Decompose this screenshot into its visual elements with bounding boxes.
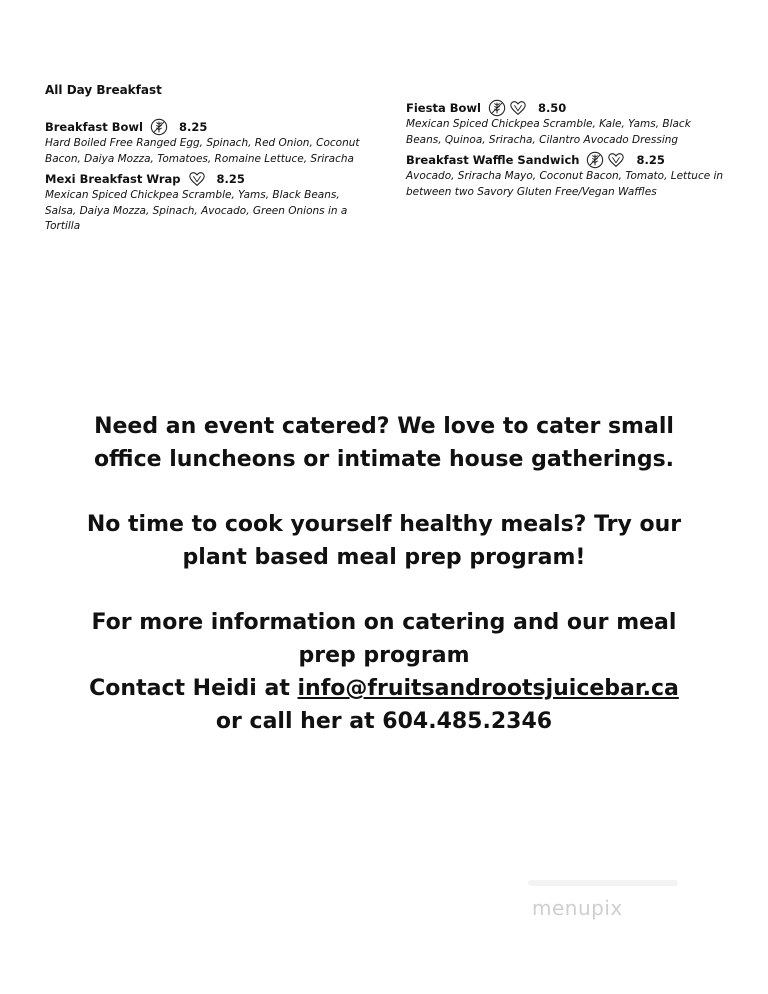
- item-name: Fiesta Bowl: [406, 100, 481, 115]
- menu-right-column: [406, 99, 726, 203]
- menupix-watermark: menupix: [532, 896, 623, 920]
- watermark-blur: [528, 880, 678, 886]
- info-line-1: For more information on catering and our meal: [91, 610, 677, 635]
- gluten-free-icon: [150, 118, 168, 136]
- item-description: Avocado, Sriracha Mayo, Coconut Bacon, Tomato, Lettuce in between two Savory Gluten Free/Vegan Waffles: [406, 170, 724, 198]
- call-line: or call her at 604.485.2346: [215, 709, 553, 734]
- menu-item-mexi-breakfast-wrap: [45, 170, 365, 235]
- menu-item-breakfast-bowl: [45, 118, 365, 167]
- item-name: Breakfast Waffle Sandwich: [406, 152, 580, 167]
- menu-left-column: [45, 83, 365, 238]
- catering-line-2: office luncheons or intimate house gatherings.: [93, 447, 675, 472]
- gluten-free-icon: [586, 151, 604, 169]
- meal-prep-line-2: plant based meal prep program!: [182, 545, 586, 570]
- menu-item-fiesta-bowl: [406, 99, 726, 148]
- gluten-free-icon: [488, 99, 506, 117]
- item-description: Hard Boiled Free Ranged Egg, Spinach, Red Onion, Coconut Bacon, Daiya Mozza, Tomatoes, Romaine Lettuce, Sriracha: [45, 137, 360, 165]
- vegan-heart-icon: [509, 99, 527, 117]
- item-name: Mexi Breakfast Wrap: [45, 171, 181, 186]
- vegan-heart-icon: [607, 151, 625, 169]
- contact-email-link[interactable]: info@fruitsandrootsjuicebar.ca: [297, 676, 679, 701]
- vegan-heart-icon: [188, 170, 206, 188]
- meal-prep-line-1: No time to cook yourself healthy meals? Try our: [86, 512, 682, 537]
- info-line-2: prep program: [298, 643, 470, 668]
- item-price: 8.25: [216, 171, 245, 186]
- catering-promo: [40, 410, 728, 738]
- item-description: Mexican Spiced Chickpea Scramble, Kale, Yams, Black Beans, Quinoa, Sriracha, Cilantro Avocado Dressing: [406, 118, 691, 146]
- menu-item-breakfast-waffle-sandwich: [406, 151, 726, 200]
- item-name: Breakfast Bowl: [45, 119, 143, 134]
- contact-prefix: Contact Heidi at: [89, 676, 298, 701]
- item-description: Mexican Spiced Chickpea Scramble, Yams, Black Beans, Salsa, Daiya Mozza, Spinach, Avocado, Green Onions in a Tortilla: [45, 189, 348, 232]
- catering-line-1: Need an event catered? We love to cater small: [94, 414, 674, 439]
- section-title: All Day Breakfast: [45, 83, 162, 97]
- item-price: 8.25: [179, 119, 208, 134]
- contact-line: [40, 672, 728, 705]
- item-price: 8.25: [636, 152, 665, 167]
- item-price: 8.50: [537, 100, 567, 115]
